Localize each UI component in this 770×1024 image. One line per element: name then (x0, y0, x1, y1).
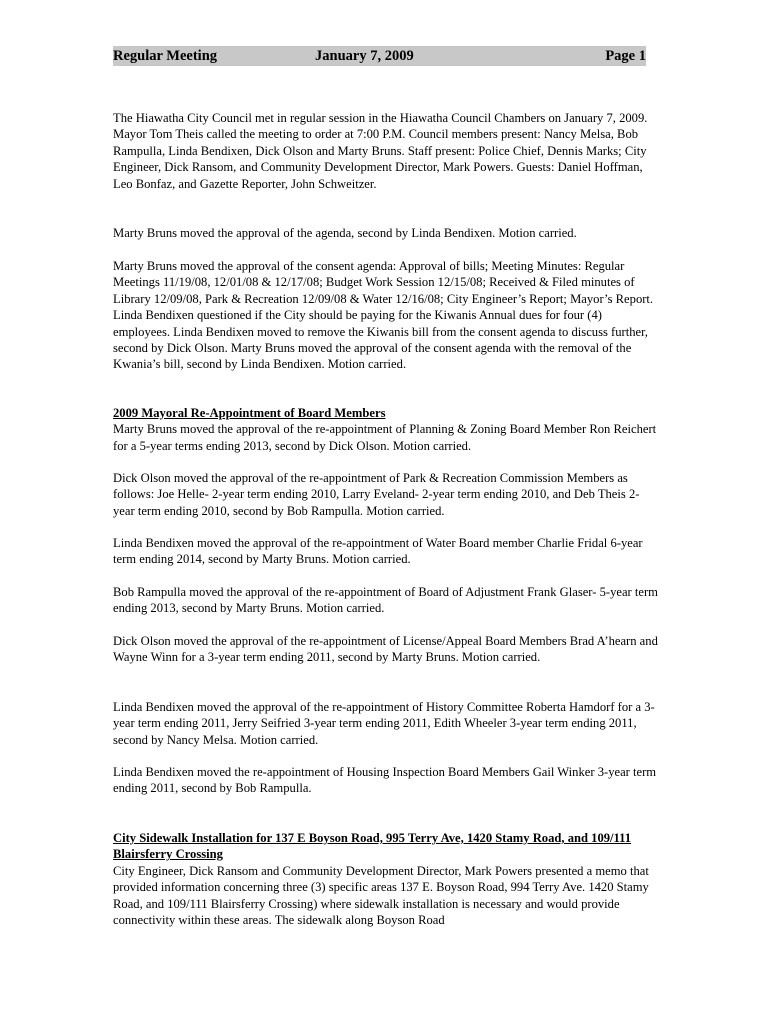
paragraph: Marty Bruns moved the approval of the consent agenda: Approval of bills; Meeting Minutes: Regular Meetings 11/19/08, 12/01/08 & 12/17/08; Budget Work Session 12/15/08; Received & Filed minutes of Library 12/09/08, Park & Recreation 12/09/08 & Water 12/16/08; City Engineer’s Report; Mayor’s Report. Linda Bendixen questioned if the City should be paying for the Kiwanis Annual dues for four (4) employees. Linda Bendixen moved to remove the Kiwanis bill from the consent agenda to discuss further, second by Dick Olson. Marty Bruns moved the approval of the consent agenda with the removal of the Kwania’s bill, second by Linda Bendixen. Motion carried. (113, 259, 654, 372)
paragraph-park-rec (113, 470, 658, 519)
paragraph: Bob Rampulla moved the approval of the re-appointment of Board of Adjustment Frank Glaser- 5-year term ending 2013, second by Marty Bruns. Motion carried. (113, 585, 658, 616)
paragraph-license-appeal (113, 633, 658, 666)
paragraph-housing-inspection (113, 764, 658, 797)
paragraph: Marty Bruns moved the approval of the re-appointment of Planning & Zoning Board Member Ron Reichert for a 5-year terms ending 2013, second by Dick Olson. Motion carried. (113, 422, 657, 453)
header-meeting-type: Regular Meeting (113, 48, 218, 64)
section-sidewalk-installation (113, 830, 658, 928)
paragraph: Dick Olson moved the approval of the re-appointment of Park & Recreation Commission Members as follows: Joe Helle- 2-year term ending 2010, Larry Eveland- 2-year term ending 2010, and Deb Theis 2-year term ending 2010, second by Bob Rampulla. Motion carried. (113, 471, 640, 518)
paragraph-opening (113, 110, 658, 192)
paragraph: The Hiawatha City Council met in regular session in the Hiawatha Council Chambers on January 7, 2009. Mayor Tom Theis called the meeting to order at 7:00 P.M. Council members present: Nancy Melsa, Bob Rampulla, Linda Bendixen, Dick Olson and Marty Bruns. Staff present: Police Chief, Dennis Marks; City Engineer, Dick Ransom, and Community Development Director, Mark Powers. Guests: Daniel Hoffman, Leo Bonfaz, and Gazette Reporter, John Schweitzer. (113, 111, 648, 191)
paragraph: Linda Bendixen moved the approval of the re-appointment of History Committee Roberta Hamdorf for a 3-year term ending 2011, Jerry Seifried 3-year term ending 2011, Edith Wheeler 3-year term ending 2011, second by Nancy Melsa. Motion carried. (113, 700, 655, 747)
header-date: January 7, 2009 (315, 48, 414, 64)
document-page (113, 46, 658, 66)
section-heading: 2009 Mayoral Re-Appointment of Board Members (113, 406, 386, 420)
paragraph-agenda (113, 225, 658, 241)
section-heading: City Sidewalk Installation for 137 E Boyson Road, 995 Terry Ave, 1420 Stamy Road, and 109/111 Blairsferry Crossing (113, 831, 632, 862)
paragraph: Linda Bendixen moved the approval of the re-appointment of Water Board member Charlie Fridal 6-year term ending 2014, second by Marty Bruns. Motion carried. (113, 536, 643, 567)
header-page-number: Page 1 (605, 48, 646, 64)
paragraph: Linda Bendixen moved the re-appointment of Housing Inspection Board Members Gail Winker 3-year term ending 2011, second by Bob Rampulla. (113, 765, 657, 796)
paragraph: Dick Olson moved the approval of the re-appointment of License/Appeal Board Members Brad A’hearn and Wayne Winn for a 3-year term ending 2011, second by Marty Bruns. Motion carried. (113, 634, 658, 665)
paragraph: City Engineer, Dick Ransom and Community Development Director, Mark Powers presented a memo that provided information concerning three (3) specific areas 137 E. Boyson Road, 994 Terry Ave. 1420 Stamy Road, and 109/111 Blairsferry Crossing) where sidewalk installation is necessary and would provide connectivity within these areas. The sidewalk along Boyson Road (113, 863, 649, 928)
paragraph-board-adjustment (113, 584, 658, 617)
paragraph-consent-agenda (113, 258, 658, 373)
paragraph: Marty Bruns moved the approval of the agenda, second by Linda Bendixen. Motion carried. (113, 226, 577, 240)
section-board-appointments (113, 405, 658, 454)
paragraph-water-board (113, 535, 658, 568)
paragraph-history-committee (113, 699, 658, 748)
page-header (113, 46, 646, 66)
